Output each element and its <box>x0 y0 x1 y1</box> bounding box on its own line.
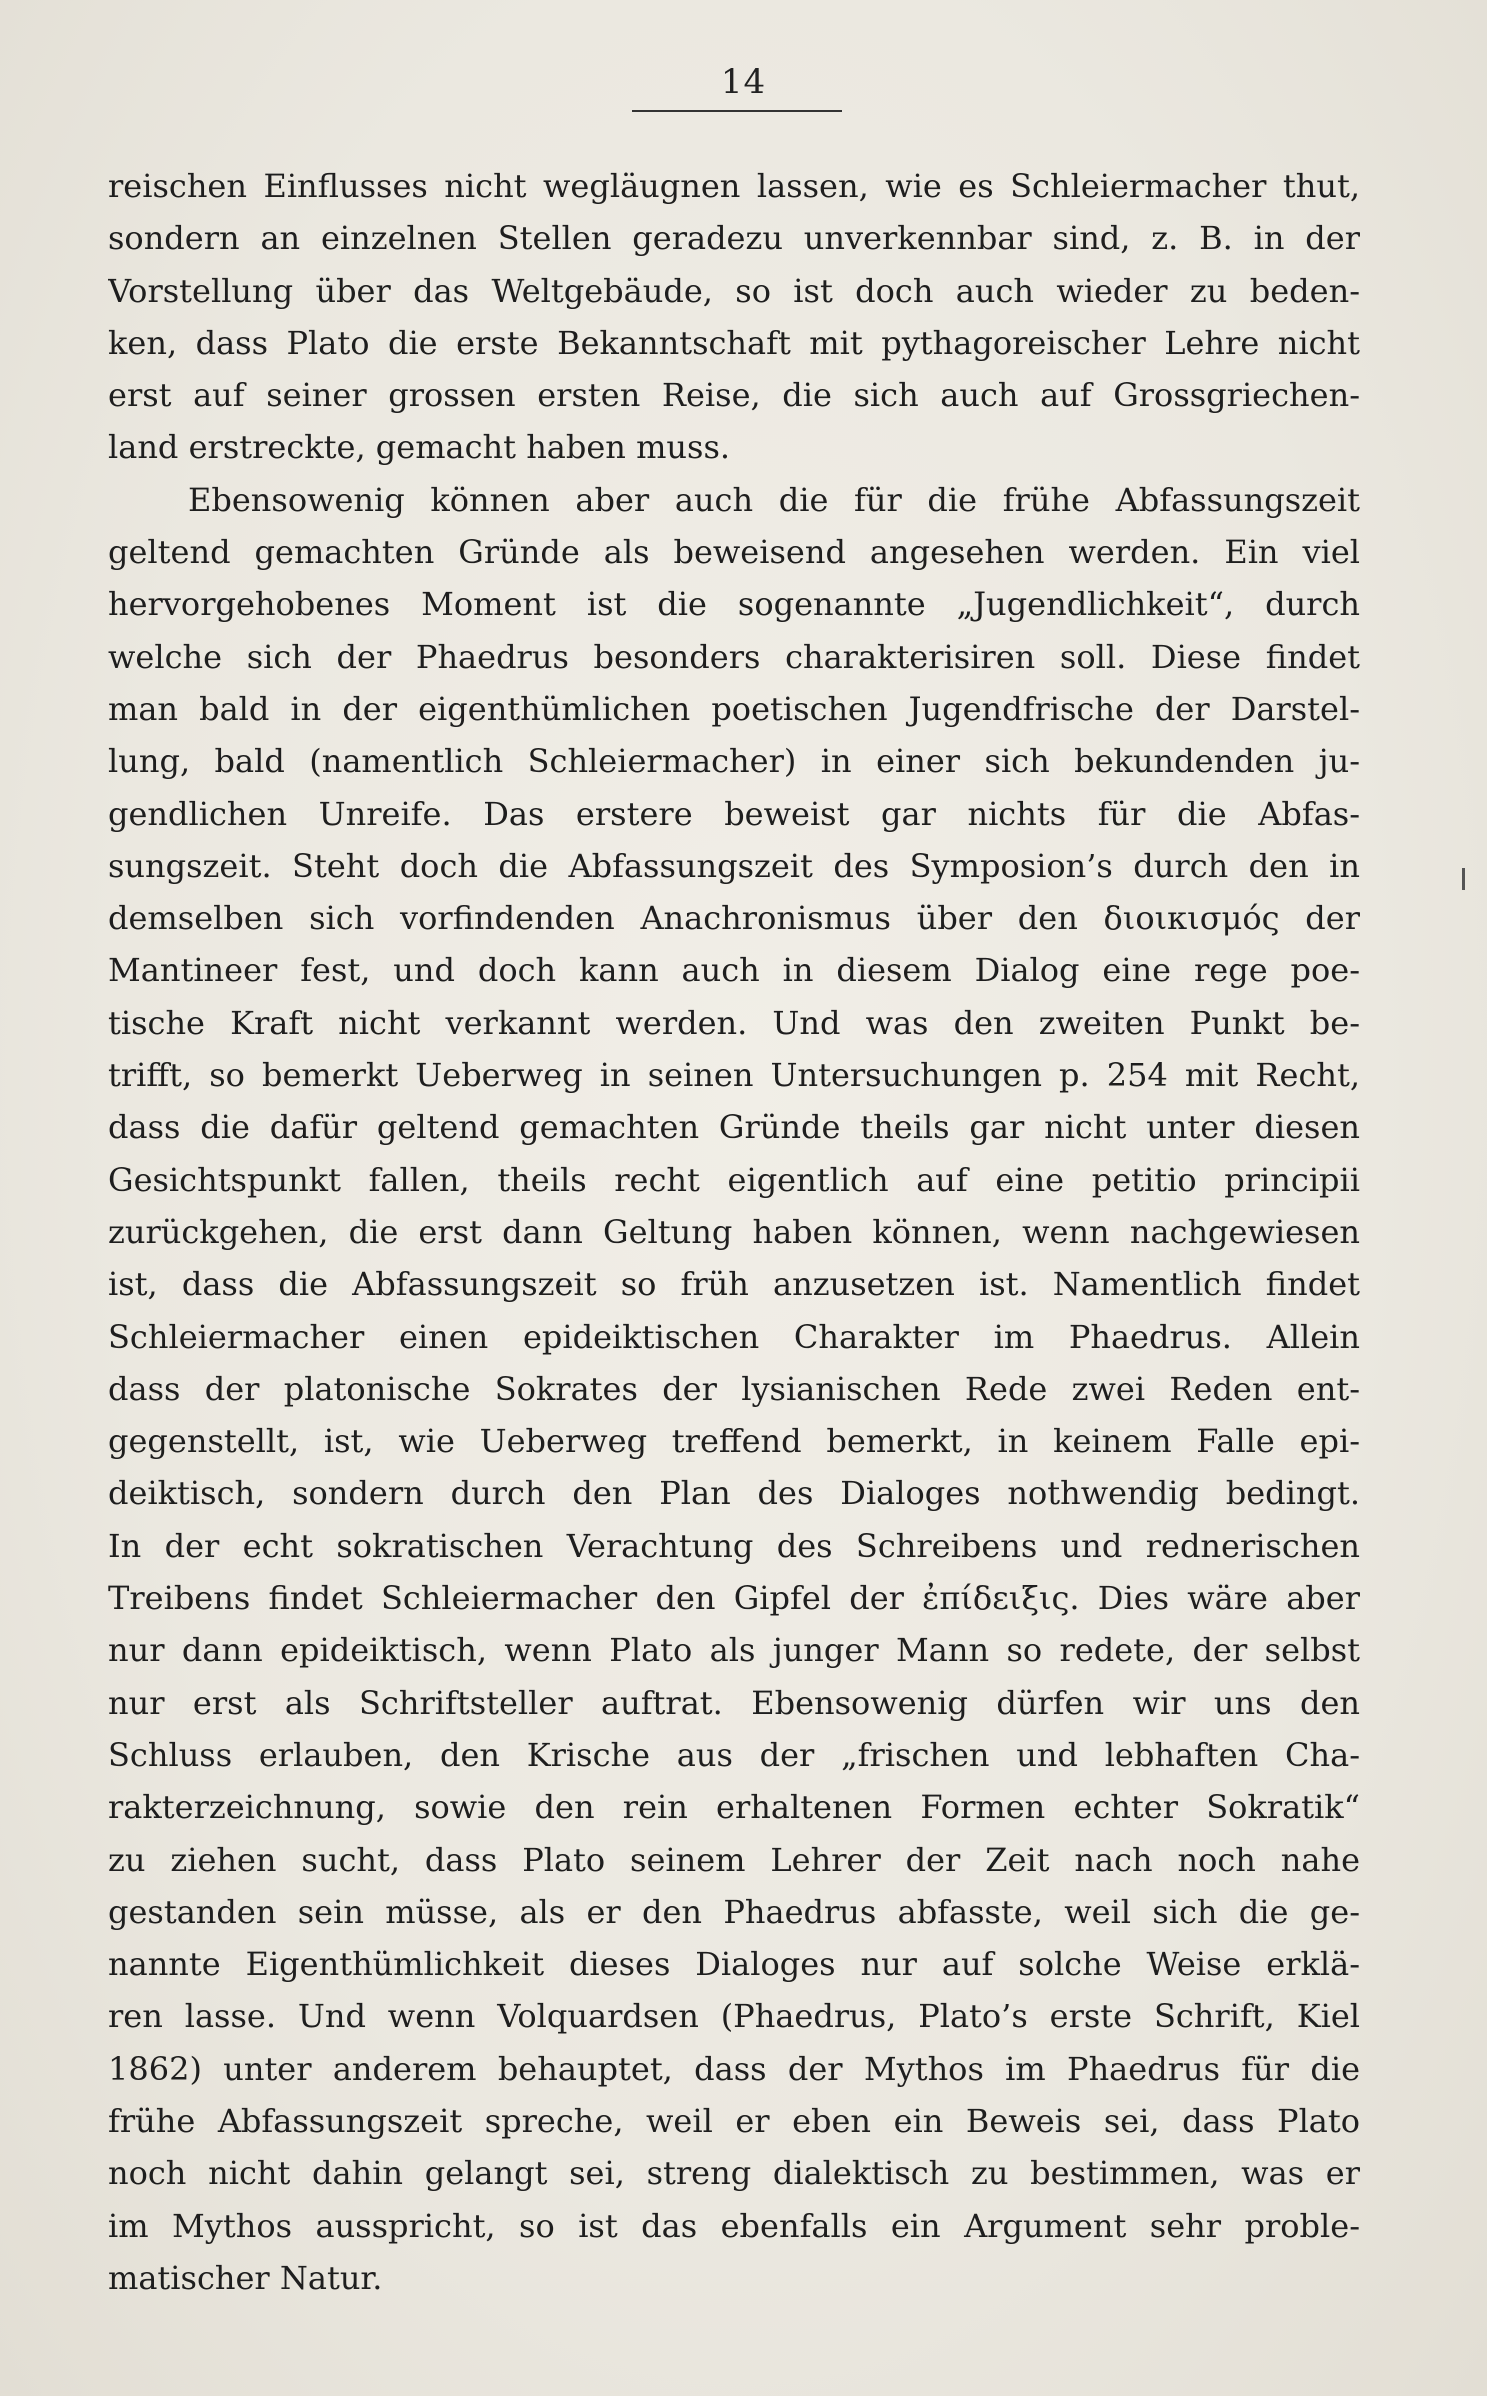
text-line: tische Kraft nicht verkannt werden. Und was den zweiten Punkt be- <box>108 1003 1360 1042</box>
text-line: frühe Abfassungszeit spreche, weil er eben ein Beweis sei, dass Plato <box>108 2101 1360 2140</box>
text-line: lung, bald (namentlich Schleiermacher) in einer sich bekundenden ju- <box>108 742 1360 781</box>
text-line: trifft, so bemerkt Ueberweg in seinen Untersuchungen p. 254 mit Recht, <box>108 1056 1360 1095</box>
text-line: geltend gemachten Gründe als beweisend angesehen werden. Ein viel <box>108 533 1360 572</box>
text-line: Mantineer fest, und doch kann auch in diesem Dialog eine rege poe- <box>108 951 1360 990</box>
text-line: Gesichtspunkt fallen, theils recht eigentlich auf eine petitio principii <box>108 1160 1360 1199</box>
text-line: welche sich der Phaedrus besonders charakterisiren soll. Diese findet <box>108 637 1360 676</box>
text-line: Schleiermacher einen epideiktischen Charakter im Phaedrus. Allein <box>108 1317 1360 1356</box>
text-line: matischer Natur. <box>108 2258 383 2297</box>
text-line: Treibens findet Schleiermacher den Gipfel der ἐπίδειξις. Dies wäre aber <box>108 1579 1360 1618</box>
text-line: nur erst als Schriftsteller auftrat. Ebensowenig dürfen wir uns den <box>108 1683 1360 1722</box>
text-line: erst auf seiner grossen ersten Reise, die sich auch auf Grossgriechen- <box>108 376 1360 415</box>
text-line: gendlichen Unreife. Das erstere beweist gar nichts für die Abfas- <box>108 794 1360 833</box>
text-line: zu ziehen sucht, dass Plato seinem Lehrer der Zeit nach noch nahe <box>108 1840 1360 1879</box>
text-line: hervorgehobenes Moment ist die sogenannte „Jugendlichkeit“, durch <box>108 585 1360 624</box>
text-line: Schluss erlauben, den Krische aus der „frischen und lebhaften Cha- <box>108 1735 1360 1774</box>
text-line: dass die dafür geltend gemachten Gründe theils gar nicht unter diesen <box>108 1108 1360 1147</box>
text-line: Vorstellung über das Weltgebäude, so ist doch auch wieder zu beden- <box>108 271 1360 310</box>
text-line: gegenstellt, ist, wie Ueberweg treffend bemerkt, in keinem Falle epi- <box>108 1422 1360 1461</box>
text-line: man bald in der eigenthümlichen poetischen Jugendfrische der Darstel- <box>108 689 1360 728</box>
text-line: ren lasse. Und wenn Volquardsen (Phaedrus, Plato’s erste Schrift, Kiel <box>108 1997 1360 2036</box>
text-line: nannte Eigenthümlichkeit dieses Dialoges nur auf solche Weise erklä- <box>108 1945 1360 1984</box>
text-line: rakterzeichnung, sowie den rein erhaltenen Formen echter Sokratik“ <box>108 1788 1360 1827</box>
header-rule <box>632 110 842 112</box>
margin-mark <box>1462 868 1465 890</box>
text-line: noch nicht dahin gelangt sei, streng dialektisch zu bestimmen, was er <box>108 2154 1360 2193</box>
text-line: reischen Einflusses nicht wegläugnen lassen, wie es Schleiermacher thut, <box>108 167 1360 205</box>
text-line: deiktisch, sondern durch den Plan des Dialoges nothwendig bedingt. <box>108 1474 1360 1513</box>
body-text <box>108 160 1360 2304</box>
text-line: zurückgehen, die erst dann Geltung haben können, wenn nachgewiesen <box>108 1212 1360 1251</box>
text-line: 1862) unter anderem behauptet, dass der Mythos im Phaedrus für die <box>108 2049 1360 2088</box>
text-line: ist, dass die Abfassungszeit so früh anzusetzen ist. Namentlich findet <box>108 1265 1360 1304</box>
text-line: ken, dass Plato die erste Bekanntschaft mit pythagoreischer Lehre nicht <box>108 323 1360 362</box>
text-line: land erstreckte, gemacht haben muss. <box>108 428 731 467</box>
text-line: sondern an einzelnen Stellen geradezu unverkennbar sind, z. B. in der <box>108 219 1360 258</box>
text-line: sungszeit. Steht doch die Abfassungszeit des Symposion’s durch den in <box>108 846 1360 885</box>
text-line: demselben sich vorfindenden Anachronismus über den διοικισμός der <box>108 899 1360 938</box>
paragraph-start-line: Ebensowenig können aber auch die für die frühe Abfassungszeit <box>188 480 1360 519</box>
text-line: In der echt sokratischen Verachtung des Schreibens und rednerischen <box>108 1526 1360 1565</box>
page-number: 14 <box>720 62 767 102</box>
text-line: nur dann epideiktisch, wenn Plato als junger Mann so redete, der selbst <box>108 1631 1360 1670</box>
text-line: gestanden sein müsse, als er den Phaedrus abfasste, weil sich die ge- <box>108 1892 1360 1931</box>
text-line: dass der platonische Sokrates der lysianischen Rede zwei Reden ent- <box>108 1369 1360 1408</box>
text-line: im Mythos ausspricht, so ist das ebenfalls ein Argument sehr proble- <box>108 2206 1360 2245</box>
